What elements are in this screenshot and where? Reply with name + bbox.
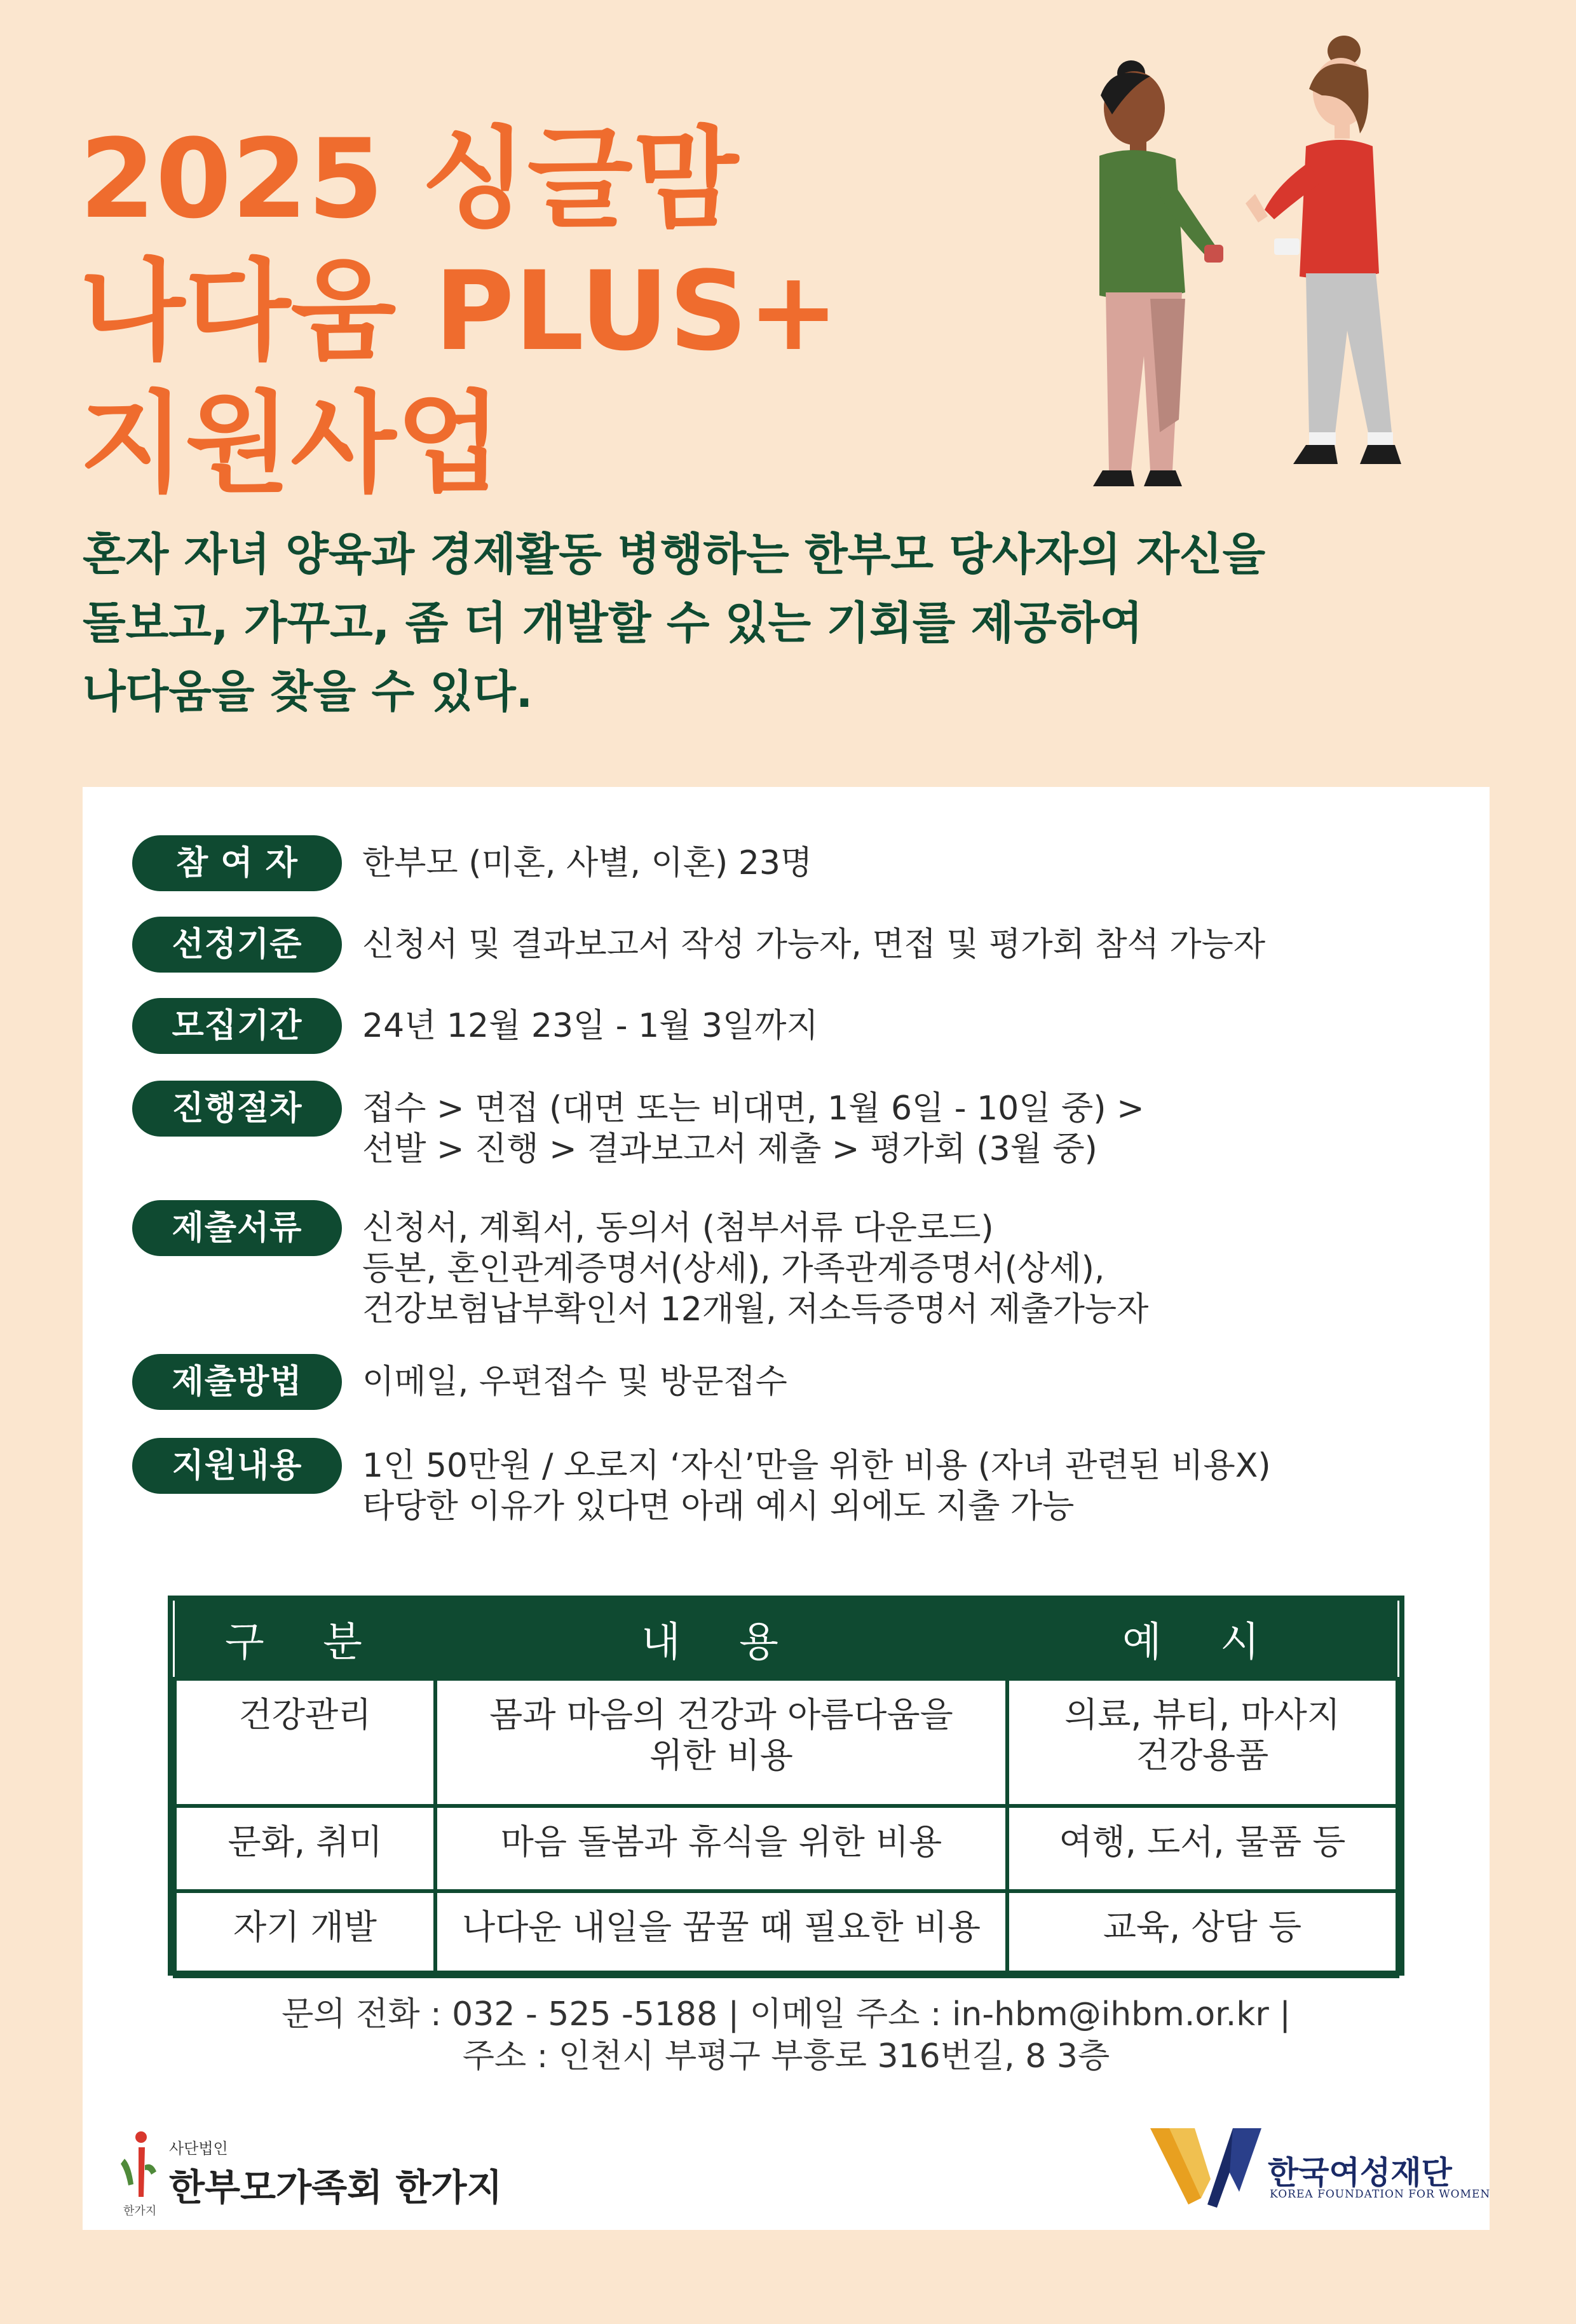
info-row-support: [132, 1438, 1271, 1527]
contact-line-2: 주소 : 인천시 부평구 부흥로 316번길, 8 3층: [462, 2037, 1110, 2075]
info-value-line: 선발 > 진행 > 결과보고서 제출 > 평가회 (3월 중): [362, 1130, 1097, 1168]
cell-line: 위한 비용: [649, 1735, 793, 1775]
title-line-3: 지원사업: [79, 379, 502, 507]
table-cell-example: [1007, 1806, 1397, 1891]
cell-line: 의료, 뷰티, 마사지: [1064, 1695, 1340, 1735]
info-value-line: 등본, 혼인관계증명서(상세), 가족관계증명서(상세),: [362, 1250, 1105, 1288]
table-row: [175, 1806, 1397, 1891]
cell-line: 나다운 내일을 꿈꿀 때 필요한 비용: [461, 1907, 981, 1947]
kfw-name: 한국여성재단: [1268, 2154, 1452, 2191]
table-cell-content: [435, 1806, 1007, 1891]
kfw-logo: [1150, 2122, 1491, 2211]
intro-line-3: 나다움을 찾을 수 있다.: [83, 666, 533, 718]
info-card: [83, 787, 1490, 2230]
info-row-criteria: [132, 917, 1265, 973]
info-value-line: 건강보험납부확인서 12개월, 저소득증명서 제출가능자: [362, 1290, 1149, 1329]
hangaji-logo: [119, 2127, 564, 2216]
intro-text: [83, 520, 1506, 726]
info-value-line: 접수 > 면접 (대면 또는 비대면, 1월 6일 - 10일 중) >: [362, 1090, 1145, 1128]
page-title: [79, 113, 839, 510]
cell-line: 마음 돌봄과 휴식을 위한 비용: [500, 1822, 942, 1862]
kfw-sub: KOREA FOUNDATION FOR WOMEN: [1270, 2188, 1491, 2201]
info-label: 지원내용: [132, 1438, 342, 1494]
kfw-logo-icon: [1150, 2122, 1265, 2211]
contact-line-1: 문의 전화 : 032 - 525 -5188 | 이메일 주소 : in-hbm@ihbm.or.kr |: [282, 1995, 1291, 2033]
table-header-row: [175, 1601, 1397, 1679]
table-cell-example: [1007, 1891, 1397, 1976]
info-row-participants: [132, 835, 812, 891]
table-header: 구 분: [175, 1601, 435, 1679]
info-value-line: 1인 50만원 / 오로지 ‘자신’만을 위한 비용 (자녀 관련된 비용X): [362, 1447, 1271, 1485]
table-header: 내 용: [435, 1601, 1007, 1679]
info-label: 제출방법: [132, 1354, 342, 1410]
logo-sub-text: 한가지: [123, 2204, 157, 2218]
info-label: 모집기간: [132, 998, 342, 1054]
info-row-procedure: [132, 1081, 1145, 1170]
contact-info: [83, 1993, 1490, 2077]
info-value-line: 이메일, 우편접수 및 방문접수: [362, 1363, 787, 1401]
cell-line: 몸과 마음의 건강과 아름다움을: [489, 1695, 953, 1735]
title-line-1: 2025 싱글맘: [79, 115, 739, 243]
info-value: [362, 1081, 1145, 1170]
info-value-line: 한부모 (미혼, 사별, 이혼) 23명: [362, 844, 813, 882]
table-cell-category: 건강관리: [175, 1679, 435, 1806]
two-women-illustration: [1055, 25, 1449, 496]
cell-line: 건강용품: [1136, 1735, 1269, 1775]
table-row: [175, 1891, 1397, 1976]
info-label: 참 여 자: [132, 835, 342, 891]
table-cell-content: [435, 1891, 1007, 1976]
info-value: [362, 1354, 787, 1402]
info-value: [362, 917, 1265, 965]
logo-name: 한부모가족회 한가지: [169, 2166, 503, 2209]
support-table: [168, 1596, 1404, 1976]
info-label: 선정기준: [132, 917, 342, 973]
intro-line-2: 돌보고, 가꾸고, 좀 더 개발할 수 있는 기회를 제공하여: [83, 597, 1143, 649]
info-value-line: 24년 12월 23일 - 1월 3일까지: [362, 1007, 819, 1045]
cell-line: 교육, 상담 등: [1103, 1907, 1302, 1947]
info-value: [362, 1438, 1271, 1527]
info-row-submission-method: [132, 1354, 787, 1410]
table-cell-example: [1007, 1679, 1397, 1806]
info-value: [362, 835, 812, 884]
info-label: 진행절차: [132, 1081, 342, 1137]
table-cell-content: [435, 1679, 1007, 1806]
table-cell-category: 자기 개발: [175, 1891, 435, 1976]
title-line-2: 나다움 PLUS+: [79, 247, 839, 375]
intro-line-1: 혼자 자녀 양육과 경제활동 병행하는 한부모 당사자의 자신을: [83, 528, 1266, 580]
info-value-line: 타당한 이유가 있다면 아래 예시 외에도 지출 가능: [362, 1487, 1075, 1526]
info-row-documents: [132, 1200, 1148, 1330]
table-row: [175, 1679, 1397, 1806]
logo-small-text: 사단법인: [169, 2140, 228, 2157]
info-value-line: 신청서 및 결과보고서 작성 가능자, 면접 및 평가회 참석 가능자: [362, 926, 1266, 964]
info-label: 제출서류: [132, 1200, 342, 1256]
cell-line: 여행, 도서, 물품 등: [1059, 1822, 1346, 1862]
info-row-period: [132, 998, 819, 1054]
info-value: [362, 1200, 1148, 1330]
info-value: [362, 998, 819, 1046]
table-header: 예 시: [1007, 1601, 1397, 1679]
table-cell-category: 문화, 취미: [175, 1806, 435, 1891]
info-value-line: 신청서, 계획서, 동의서 (첨부서류 다운로드): [362, 1209, 994, 1247]
